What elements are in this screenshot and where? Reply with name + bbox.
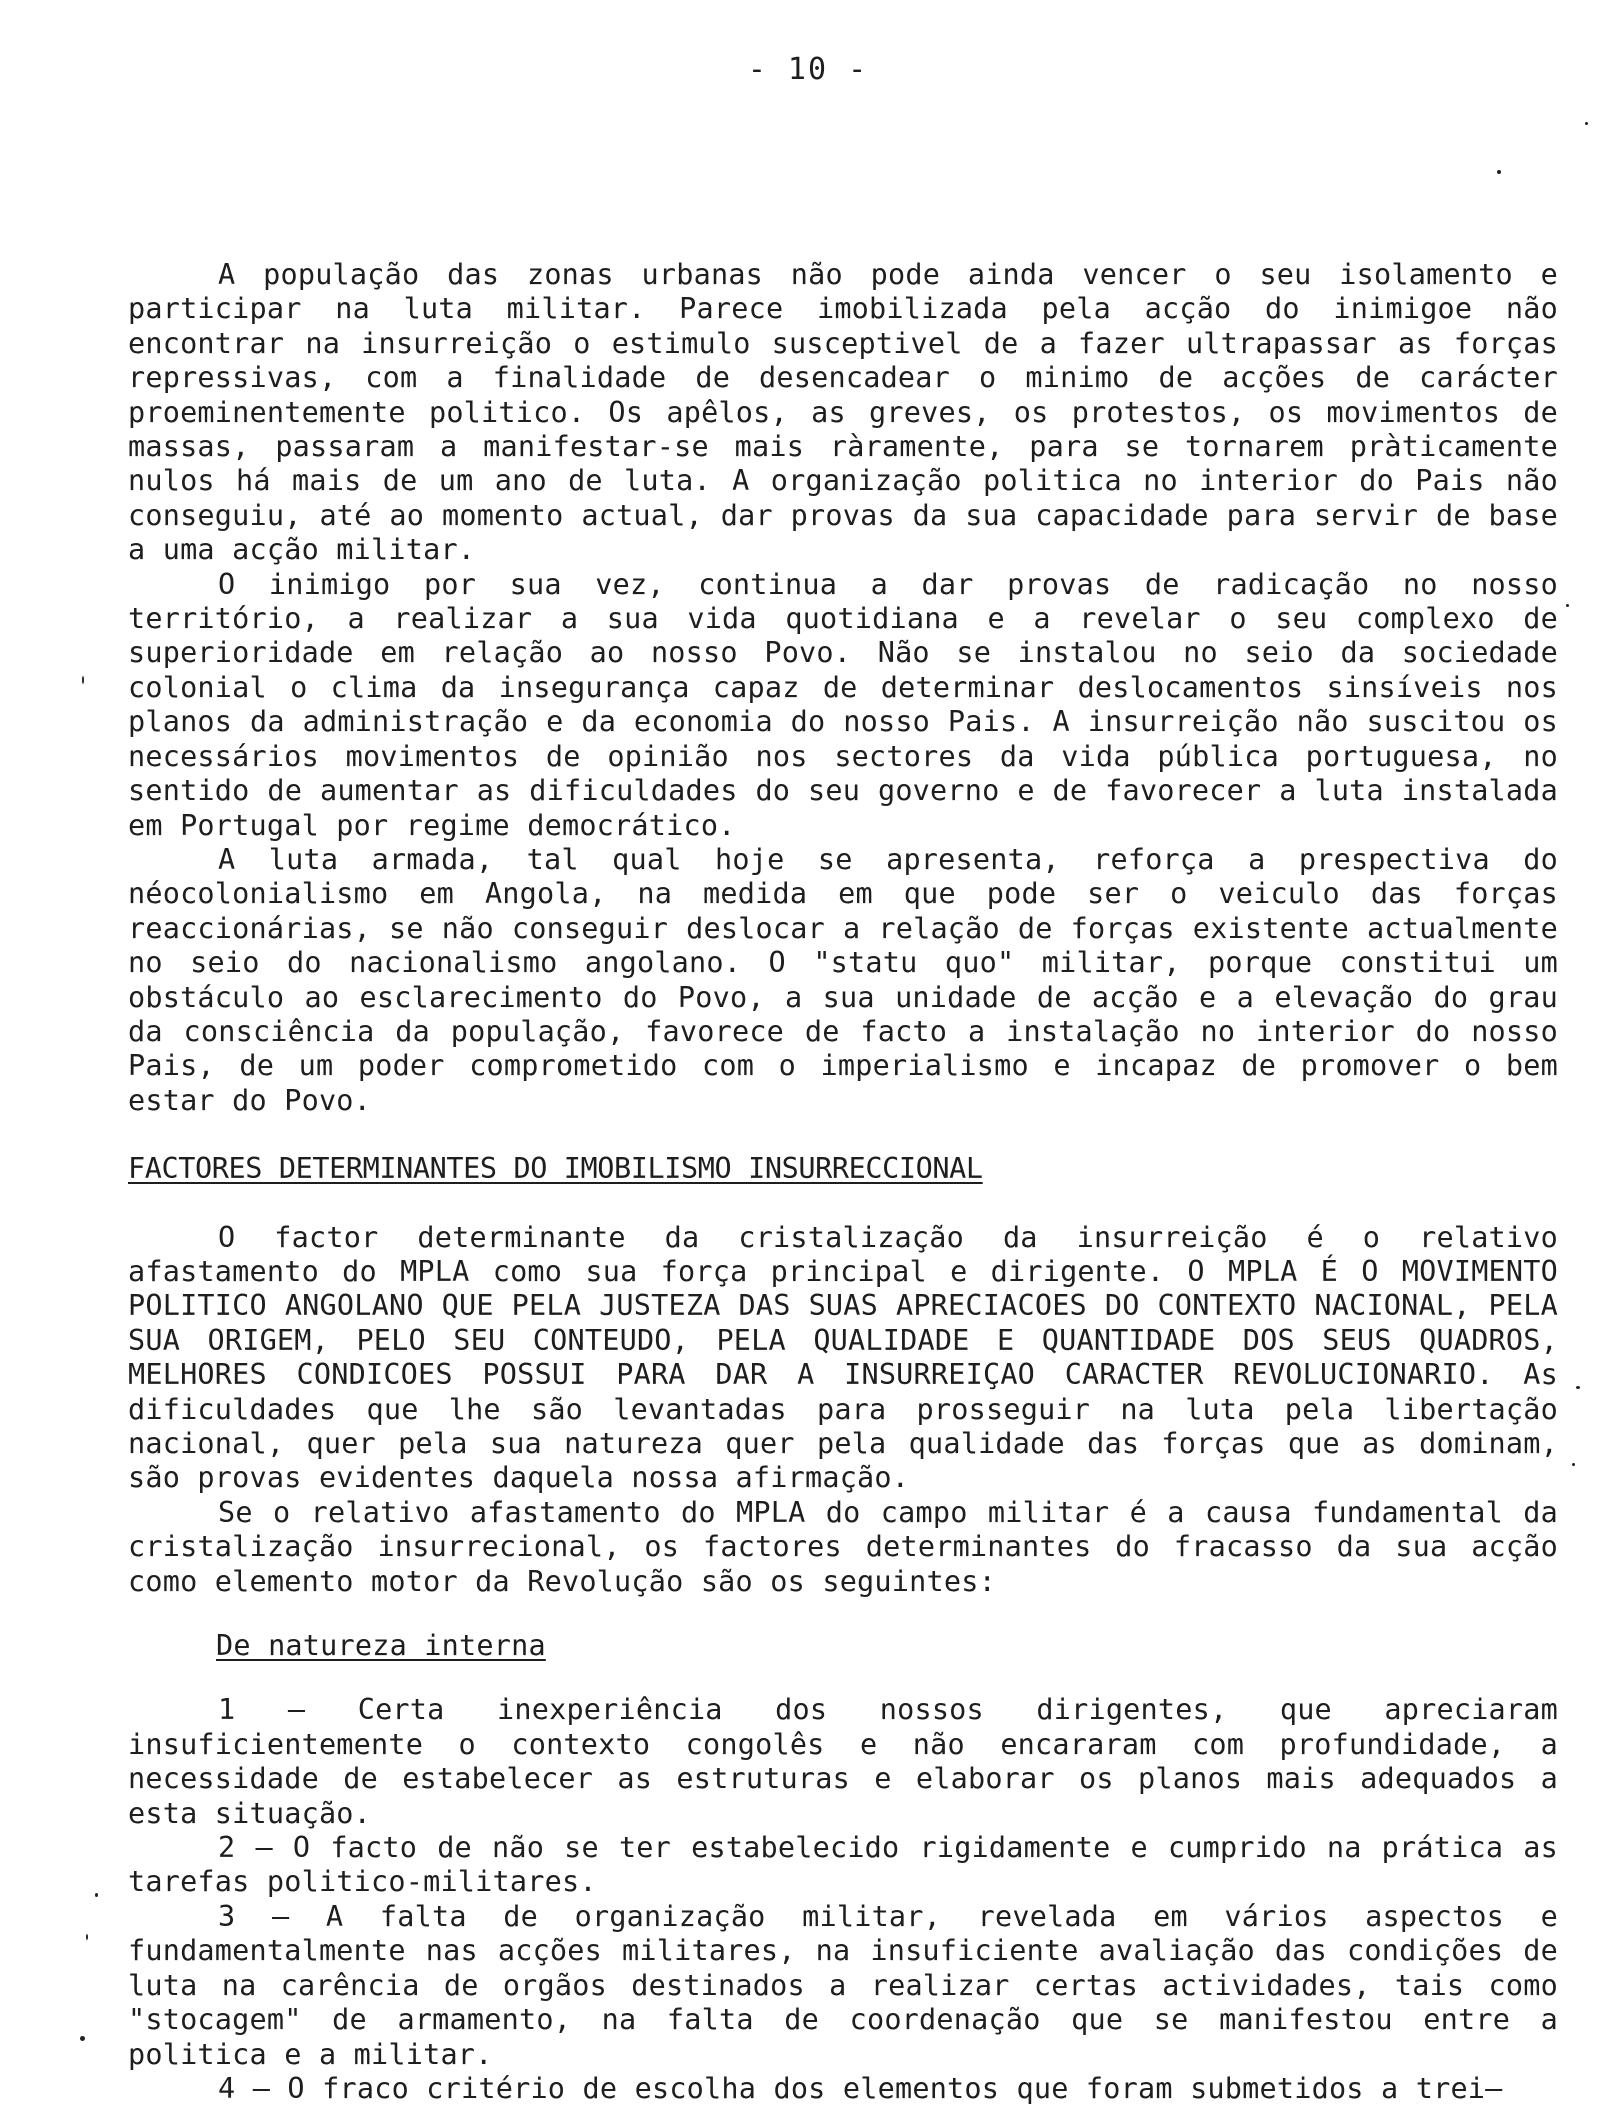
- paragraph-armed-struggle: A luta armada, tal qual hoje se apresenta, reforça a prespectiva do néocolonialismo em Angola, na medida em que pode ser o veiculo das forças reaccionárias, se não conseguir deslocar a relação de forças existente actualmente no seio do nacionalismo angolano. O "statu quo" militar, porque constitui um obstáculo ao esclarecimento do Povo, a sua unidade de acção e a elevação do grau da consciência da população, favorece de facto a instalação no interior do nosso Pais, de um poder comprometido com o imperialismo e incapaz de promover o bem estar do Povo.: [128, 842, 1558, 1117]
- scan-speck: [1497, 170, 1501, 174]
- paragraph-urban-population: A população das zonas urbanas não pode ainda vencer o seu isolamento e participar na luta militar. Parece imobilizada pela acção do inimigoe não encontrar na insurreição o estimulo susceptivel de a fazer ultrapassar as forças repressivas, com a finalidade de desencadear o minimo de acções de carácter proeminentemente politico. Os apêlos, as greves, os protestos, os movimentos de massas, passaram a manifestar-se mais ràramente, para se tornarem pràticamente nulos há mais de um ano de luta. A organização politica no interior do Pais não conseguiu, até ao momento actual, dar provas da sua capacidade para servir de base a uma acção militar.: [128, 258, 1558, 567]
- paragraph-mpla-causes: Se o relativo afastamento do MPLA do campo militar é a causa fundamental da cristalização insurrecional, os factores determinantes do fracasso da sua acção como elemento motor da Revolução são os seguintes:: [128, 1495, 1558, 1598]
- scan-speck: [82, 676, 84, 684]
- scan-speck: [95, 1893, 98, 1897]
- subsection-heading: De natureza interna: [216, 1629, 546, 1663]
- list-item-3: 3 – A falta de organização militar, revelada em vários aspectos e fundamentalmente nas acções militares, na insuficiente avaliação das condições de luta na carência de orgãos destinados a realizar certas actividades, tais como "stocagem" de armamento, na falta de coordenação que se manifestou entre a politica e a militar.: [128, 1899, 1558, 2071]
- scan-speck: [80, 2036, 85, 2041]
- scan-speck: [86, 1934, 88, 1940]
- scan-speck: [1566, 604, 1569, 607]
- scan-speck: [1572, 1463, 1575, 1466]
- paragraph-determining-factor: O factor determinante da cristalização da insurreição é o relativo afastamento do MPLA como sua força principal e dirigente. O MPLA É O MOVIMENTO POLITICO ANGOLANO QUE PELA JUSTEZA DAS SUAS APRECIACOES DO CONTEXTO NACIONAL, PELA SUA ORIGEM, PELO SEU CONTEUDO, PELA QUALIDADE E QUANTIDADE DOS SEUS QUADROS, MELHORES CONDICOES POSSUI PARA DAR A INSURREIÇAO CARACTER REVOLUCIONARIO. As dificuldades que lhe são levantadas para prosseguir na luta pela libertação nacional, quer pela sua natureza quer pela qualidade das forças que as dominam, são provas evidentes daquela nossa afirmação.: [128, 1220, 1558, 1495]
- section-heading: FACTORES DETERMINANTES DO IMOBILISMO INSURRECCIONAL: [128, 1152, 983, 1186]
- body-text: [128, 258, 1558, 2106]
- list-item-1: 1 – Certa inexperiência dos nossos dirigentes, que apreciaram insuficientemente o contexto congolês e não encararam com profundidade, a necessidade de estabelecer as estruturas e elaborar os planos mais adequados a esta situação.: [128, 1693, 1558, 1830]
- paragraph-enemy: O inimigo por sua vez, continua a dar provas de radicação no nosso território, a realizar a sua vida quotidiana e a revelar o seu complexo de superioridade em relação ao nosso Povo. Não se instalou no seio da sociedade colonial o clima da insegurança capaz de determinar deslocamentos sinsíveis nos planos da administração e da economia do nosso Pais. A insurreição não suscitou os necessários movimentos de opinião nos sectores da vida pública portuguesa, no sentido de aumentar as dificuldades do seu governo e de favorecer a luta instalada em Portugal por regime democrático.: [128, 567, 1558, 842]
- scan-speck: [1585, 122, 1588, 125]
- scan-speck: [1576, 1386, 1580, 1389]
- list-item-2: 2 – O facto de não se ter estabelecido rigidamente e cumprido na prática as tarefas politico-militares.: [128, 1831, 1558, 1899]
- list-item-4: 4 – O fraco critério de escolha dos elementos que foram submetidos a trei–: [218, 2071, 1503, 2105]
- page-number: - 10 -: [747, 52, 869, 87]
